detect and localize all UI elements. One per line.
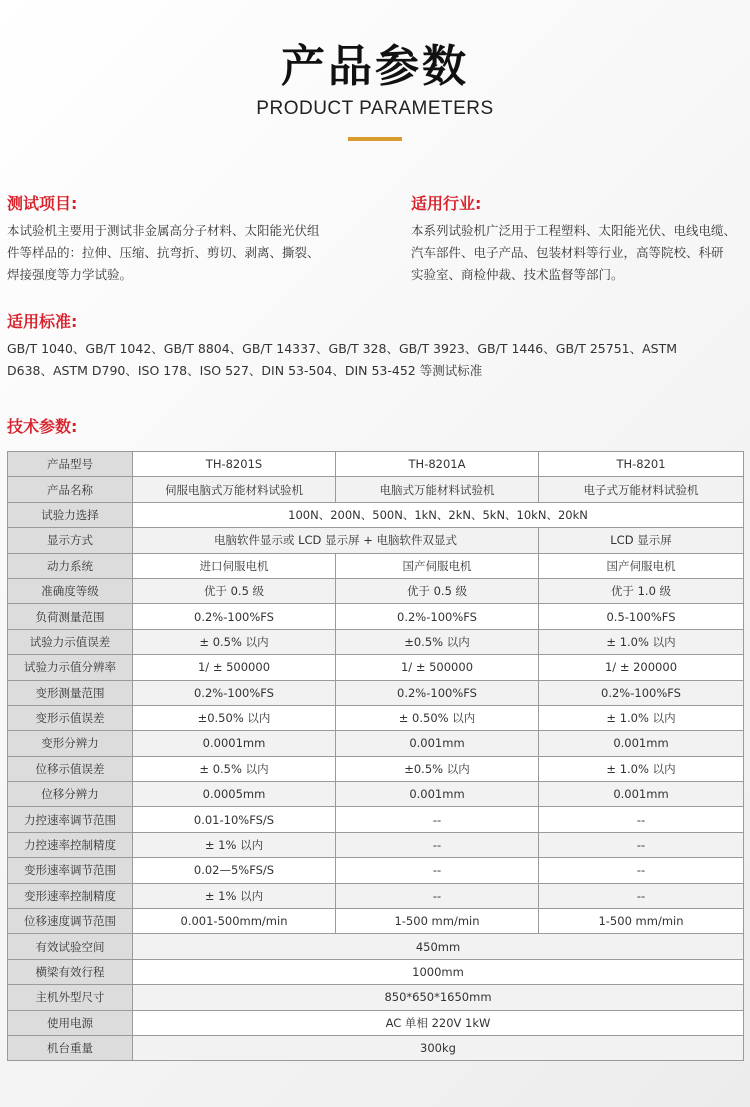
row-value: TH-8201A xyxy=(336,452,539,477)
test-items-heading: 测试项目: xyxy=(7,194,78,213)
table-row xyxy=(8,680,744,705)
text-line: GB/T 1040、GB/T 1042、GB/T 8804、GB/T 14337、GB/T 328、GB/T 3923、GB/T 1446、GB/T 25751、ASTM xyxy=(7,341,678,356)
row-value: 0.2%-100%FS xyxy=(133,604,336,629)
standards-text xyxy=(7,338,747,382)
row-label: 试验力示值误差 xyxy=(8,629,133,654)
row-value: -- xyxy=(336,858,539,883)
row-value: -- xyxy=(539,807,744,832)
row-value: 0.2%-100%FS xyxy=(336,680,539,705)
row-label: 横梁有效行程 xyxy=(8,959,133,984)
spec-table xyxy=(7,451,744,1061)
row-value: ± 1.0% 以内 xyxy=(539,629,744,654)
row-value: 0.001mm xyxy=(539,731,744,756)
row-label: 试验力示值分辨率 xyxy=(8,655,133,680)
table-row xyxy=(8,452,744,477)
row-value: ± 0.5% 以内 xyxy=(133,756,336,781)
page-title-en: PRODUCT PARAMETERS xyxy=(256,98,494,119)
row-value: 0.0005mm xyxy=(133,782,336,807)
row-value: 0.001mm xyxy=(336,731,539,756)
row-value: 优于 0.5 级 xyxy=(336,578,539,603)
row-value: 电脑式万能材料试验机 xyxy=(336,477,539,502)
table-row xyxy=(8,502,744,527)
row-value: 优于 1.0 级 xyxy=(539,578,744,603)
text-line: 件等样品的：拉伸、压缩、抗弯折、剪切、剥离、撕裂、 xyxy=(7,245,320,260)
row-value: 1/ ± 500000 xyxy=(336,655,539,680)
row-value: 0.001mm xyxy=(336,782,539,807)
row-value: 伺服电脑式万能材料试验机 xyxy=(133,477,336,502)
table-row xyxy=(8,655,744,680)
test-items-text xyxy=(7,220,367,286)
row-value: 国产伺服电机 xyxy=(336,553,539,578)
row-label: 变形示值误差 xyxy=(8,705,133,730)
row-label: 动力系统 xyxy=(8,553,133,578)
row-value: 450mm xyxy=(133,934,744,959)
row-value: ± 1.0% 以内 xyxy=(539,756,744,781)
row-value: AC 单相 220V 1kW xyxy=(133,1010,744,1035)
row-label: 有效试验空间 xyxy=(8,934,133,959)
row-value: ± 1.0% 以内 xyxy=(539,705,744,730)
row-value: LCD 显示屏 xyxy=(539,528,744,553)
row-label: 力控速率控制精度 xyxy=(8,832,133,857)
table-row xyxy=(8,604,744,629)
row-value: 0.0001mm xyxy=(133,731,336,756)
table-row xyxy=(8,858,744,883)
table-row xyxy=(8,985,744,1010)
table-row xyxy=(8,909,744,934)
row-value: 0.2%-100%FS xyxy=(133,680,336,705)
row-label: 负荷测量范围 xyxy=(8,604,133,629)
row-value: 电脑软件显示或 LCD 显示屏 + 电脑软件双显式 xyxy=(133,528,539,553)
row-value: -- xyxy=(336,883,539,908)
row-value: 1-500 mm/min xyxy=(336,909,539,934)
row-value: 优于 0.5 级 xyxy=(133,578,336,603)
page-title-cn: 产品参数 xyxy=(281,41,469,92)
row-label: 使用电源 xyxy=(8,1010,133,1035)
row-label: 产品型号 xyxy=(8,452,133,477)
row-value: ±0.5% 以内 xyxy=(336,629,539,654)
row-value: 进口伺服电机 xyxy=(133,553,336,578)
table-row xyxy=(8,477,744,502)
row-label: 产品名称 xyxy=(8,477,133,502)
row-value: 0.01-10%FS/S xyxy=(133,807,336,832)
table-row xyxy=(8,1035,744,1060)
table-row xyxy=(8,807,744,832)
industries-heading: 适用行业: xyxy=(411,194,482,213)
text-line: 实验室、商检仲裁、技术监督等部门。 xyxy=(411,267,624,282)
row-value: -- xyxy=(336,807,539,832)
row-value: ± 1% 以内 xyxy=(133,883,336,908)
text-line: 焊接强度等力学试验。 xyxy=(7,267,133,282)
row-value: 1/ ± 200000 xyxy=(539,655,744,680)
table-row xyxy=(8,782,744,807)
table-row xyxy=(8,705,744,730)
table-row xyxy=(8,832,744,857)
text-line: D638、ASTM D790、ISO 178、ISO 527、DIN 53-504、DIN 53-452 等测试标准 xyxy=(7,363,483,378)
row-value: 1-500 mm/min xyxy=(539,909,744,934)
row-value: ± 0.50% 以内 xyxy=(336,705,539,730)
row-value: ±0.5% 以内 xyxy=(336,756,539,781)
row-value: 电子式万能材料试验机 xyxy=(539,477,744,502)
row-value: -- xyxy=(539,883,744,908)
row-value: -- xyxy=(539,858,744,883)
table-row xyxy=(8,959,744,984)
row-value: 0.2%-100%FS xyxy=(539,680,744,705)
row-label: 机台重量 xyxy=(8,1035,133,1060)
row-label: 变形速率控制精度 xyxy=(8,883,133,908)
table-row xyxy=(8,578,744,603)
standards-heading: 适用标准: xyxy=(7,312,78,331)
row-value: 0.001mm xyxy=(539,782,744,807)
row-value: ± 0.5% 以内 xyxy=(133,629,336,654)
row-value: TH-8201 xyxy=(539,452,744,477)
row-label: 主机外型尺寸 xyxy=(8,985,133,1010)
row-label: 准确度等级 xyxy=(8,578,133,603)
text-line: 本系列试验机广泛用于工程塑料、太阳能光伏、电线电缆、 xyxy=(411,223,737,238)
row-value: ±0.50% 以内 xyxy=(133,705,336,730)
table-row xyxy=(8,934,744,959)
text-line: 本试验机主要用于测试非金属高分子材料、太阳能光伏组 xyxy=(7,223,320,238)
row-label: 变形测量范围 xyxy=(8,680,133,705)
title-underline xyxy=(348,137,402,141)
table-row xyxy=(8,1010,744,1035)
table-row xyxy=(8,629,744,654)
row-value: 1000mm xyxy=(133,959,744,984)
table-row xyxy=(8,756,744,781)
row-value: 0.001-500mm/min xyxy=(133,909,336,934)
table-row xyxy=(8,731,744,756)
row-value: -- xyxy=(336,832,539,857)
row-value: -- xyxy=(539,832,744,857)
row-value: 100N、200N、500N、1kN、2kN、5kN、10kN、20kN xyxy=(133,502,744,527)
row-value: 300kg xyxy=(133,1035,744,1060)
row-label: 力控速率调节范围 xyxy=(8,807,133,832)
row-value: 0.02—5%FS/S xyxy=(133,858,336,883)
row-label: 试验力选择 xyxy=(8,502,133,527)
table-row xyxy=(8,553,744,578)
row-value: 850*650*1650mm xyxy=(133,985,744,1010)
tech-heading: 技术参数: xyxy=(7,417,78,436)
table-row xyxy=(8,883,744,908)
row-label: 位移示值误差 xyxy=(8,756,133,781)
row-value: ± 1% 以内 xyxy=(133,832,336,857)
row-value: TH-8201S xyxy=(133,452,336,477)
row-label: 变形速率调节范围 xyxy=(8,858,133,883)
row-value: 1/ ± 500000 xyxy=(133,655,336,680)
row-value: 国产伺服电机 xyxy=(539,553,744,578)
row-value: 0.2%-100%FS xyxy=(336,604,539,629)
row-label: 变形分辨力 xyxy=(8,731,133,756)
table-row xyxy=(8,528,744,553)
row-label: 位移速度调节范围 xyxy=(8,909,133,934)
text-line: 汽车部件、电子产品、包装材料等行业，高等院校、科研 xyxy=(411,245,724,260)
industries-text xyxy=(411,220,747,286)
row-label: 位移分辨力 xyxy=(8,782,133,807)
row-value: 0.5-100%FS xyxy=(539,604,744,629)
row-label: 显示方式 xyxy=(8,528,133,553)
